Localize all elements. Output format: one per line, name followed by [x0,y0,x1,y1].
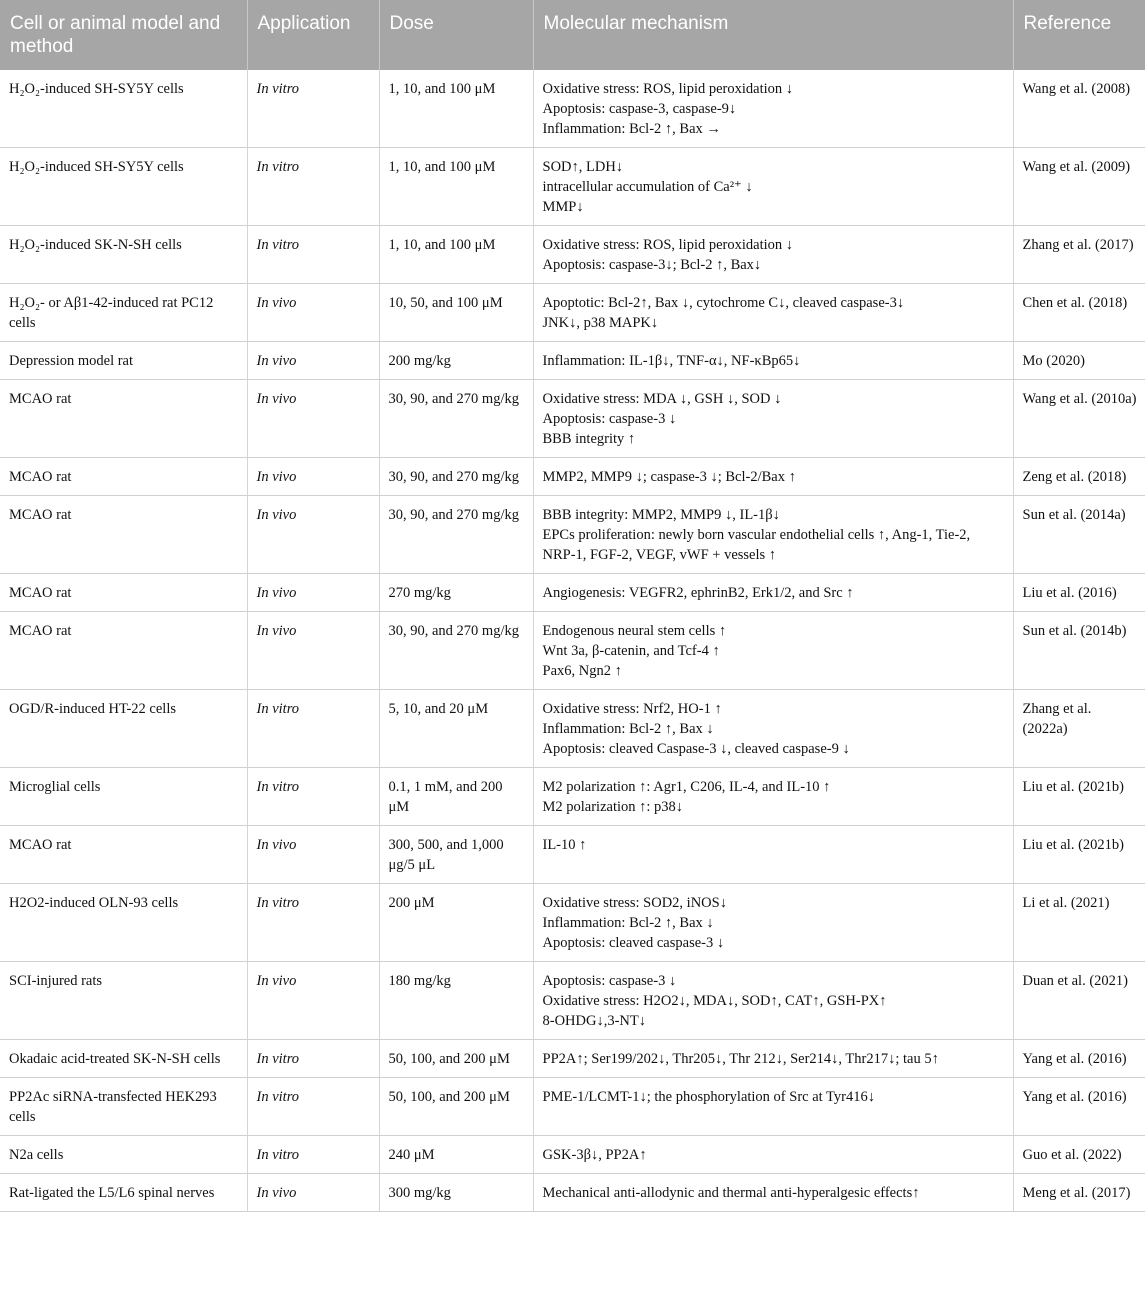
mechanism-line: Oxidative stress: H2O2↓, MDA↓, SOD↑, CAT↑, GSH-PX↑ [542,993,887,1009]
cell-reference: Zhang et al. (2017) [1013,226,1145,284]
cell-dose: 200 μM [379,884,533,962]
cell-application: In vitro [247,148,379,226]
cell-mechanism [533,458,1013,496]
cell-reference: Wang et al. (2008) [1013,70,1145,148]
mechanism-line: Oxidative stress: SOD2, iNOS↓ [542,895,727,911]
cell-application: In vivo [247,612,379,690]
mechanism-line: Apoptosis: cleaved caspase-3 ↓ [542,935,725,951]
cell-model: Okadaic acid-treated SK-N-SH cells [0,1040,247,1078]
cell-reference: Meng et al. (2017) [1013,1174,1145,1212]
mechanism-line: Apoptosis: caspase-3, caspase-9↓ [542,101,737,117]
cell-reference: Mo (2020) [1013,342,1145,380]
cell-application: In vitro [247,690,379,768]
cell-application: In vivo [247,284,379,342]
cell-application: In vivo [247,826,379,884]
cell-mechanism [533,380,1013,458]
mechanism-line: Inflammation: Bcl-2 ↑, Bax ↓ [542,721,714,737]
table-row [0,70,1145,148]
mechanism-line: PP2A↑; Ser199/202↓, Thr205↓, Thr 212↓, Ser214↓, Thr217↓; tau 5↑ [542,1051,939,1067]
mechanism-line: BBB integrity ↑ [542,431,636,447]
cell-application: In vivo [247,380,379,458]
cell-application: In vitro [247,226,379,284]
header-dose: Dose [379,0,533,70]
cell-model: MCAO rat [0,826,247,884]
cell-dose: 300 mg/kg [379,1174,533,1212]
cell-dose: 0.1, 1 mM, and 200 μM [379,768,533,826]
cell-reference: Liu et al. (2016) [1013,574,1145,612]
cell-dose: 180 mg/kg [379,962,533,1040]
table-row [0,574,1145,612]
cell-reference: Zeng et al. (2018) [1013,458,1145,496]
table-row [0,284,1145,342]
cell-application: In vivo [247,574,379,612]
mechanism-line: Oxidative stress: ROS, lipid peroxidation ↓ [542,81,794,97]
cell-model: PP2Ac siRNA-transfected HEK293 cells [0,1078,247,1136]
mechanism-line: Apoptosis: caspase-3↓; Bcl-2 ↑, Bax↓ [542,257,762,273]
cell-mechanism [533,1136,1013,1174]
mechanism-line: 8-OHDG↓,3-NT↓ [542,1013,646,1029]
cell-model: MCAO rat [0,496,247,574]
mechanism-line: Apoptosis: caspase-3 ↓ [542,973,677,989]
table-row [0,612,1145,690]
cell-application: In vivo [247,342,379,380]
table-row [0,768,1145,826]
mechanism-line: BBB integrity: MMP2, MMP9 ↓, IL-1β↓ [542,507,780,523]
cell-dose: 50, 100, and 200 μM [379,1040,533,1078]
cell-mechanism [533,496,1013,574]
cell-dose: 200 mg/kg [379,342,533,380]
cell-model: MCAO rat [0,574,247,612]
table-row [0,148,1145,226]
cell-model: MCAO rat [0,380,247,458]
cell-dose: 270 mg/kg [379,574,533,612]
cell-application: In vitro [247,1078,379,1136]
cell-mechanism [533,342,1013,380]
cell-mechanism [533,826,1013,884]
mechanism-line: Wnt 3a, β-catenin, and Tcf-4 ↑ [542,643,720,659]
cell-dose: 1, 10, and 100 μM [379,70,533,148]
mechanism-line: Apoptosis: cleaved Caspase-3 ↓, cleaved caspase-9 ↓ [542,741,850,757]
cell-dose: 1, 10, and 100 μM [379,226,533,284]
mechanism-line: JNK↓, p38 MAPK↓ [542,315,659,331]
cell-model: H₂O₂-induced SH-SY5Y cells [0,70,247,148]
table-row [0,690,1145,768]
cell-model: H2O2-induced OLN-93 cells [0,884,247,962]
cell-reference: Liu et al. (2021b) [1013,768,1145,826]
cell-model: H₂O₂-induced SH-SY5Y cells [0,148,247,226]
mechanism-line: Endogenous neural stem cells ↑ [542,623,727,639]
cell-dose: 30, 90, and 270 mg/kg [379,496,533,574]
header-model: Cell or animal model and method [0,0,247,70]
cell-reference: Zhang et al. (2022a) [1013,690,1145,768]
cell-application: In vitro [247,1040,379,1078]
cell-mechanism [533,148,1013,226]
table-header [0,0,1145,70]
table-row [0,342,1145,380]
cell-dose: 1, 10, and 100 μM [379,148,533,226]
cell-reference: Sun et al. (2014b) [1013,612,1145,690]
mechanism-line: PME-1/LCMT-1↓; the phosphorylation of Src at Tyr416↓ [542,1089,875,1105]
cell-mechanism [533,768,1013,826]
mechanism-line: M2 polarization ↑: p38↓ [542,799,684,815]
cell-application: In vitro [247,70,379,148]
header-reference: Reference [1013,0,1145,70]
cell-reference: Sun et al. (2014a) [1013,496,1145,574]
cell-reference: Liu et al. (2021b) [1013,826,1145,884]
cell-model: H₂O₂-induced SK-N-SH cells [0,226,247,284]
cell-dose: 30, 90, and 270 mg/kg [379,380,533,458]
header-application: Application [247,0,379,70]
table-row [0,884,1145,962]
cell-mechanism [533,1174,1013,1212]
cell-application: In vitro [247,768,379,826]
mechanism-line: GSK-3β↓, PP2A↑ [542,1147,647,1163]
mechanism-line: MMP↓ [542,199,584,215]
mechanism-line: Inflammation: IL-1β↓, TNF-α↓, NF-κBp65↓ [542,353,801,369]
cell-mechanism [533,884,1013,962]
table-row [0,458,1145,496]
mechanism-line: intracellular accumulation of Ca²⁺ ↓ [542,179,753,195]
mechanism-line: Inflammation: Bcl-2 ↑, Bax → [542,121,721,137]
cell-reference: Duan et al. (2021) [1013,962,1145,1040]
table-body [0,70,1145,1212]
cell-reference: Wang et al. (2009) [1013,148,1145,226]
mechanism-line: Apoptotic: Bcl-2↑, Bax ↓, cytochrome C↓, cleaved caspase-3↓ [542,295,905,311]
table-row [0,1174,1145,1212]
cell-application: In vivo [247,1174,379,1212]
cell-dose: 5, 10, and 20 μM [379,690,533,768]
cell-application: In vitro [247,1136,379,1174]
table-row [0,496,1145,574]
mechanism-line: Angiogenesis: VEGFR2, ephrinB2, Erk1/2, and Src ↑ [542,585,854,601]
cell-reference: Chen et al. (2018) [1013,284,1145,342]
mechanism-line: Mechanical anti-allodynic and thermal anti-hyperalgesic effects↑ [542,1185,920,1201]
header-mechanism: Molecular mechanism [533,0,1013,70]
cell-mechanism [533,226,1013,284]
cell-mechanism [533,284,1013,342]
cell-model: H₂O₂- or Aβ1-42-induced rat PC12 cells [0,284,247,342]
cell-model: MCAO rat [0,612,247,690]
table-row [0,1136,1145,1174]
cell-model: Depression model rat [0,342,247,380]
mechanism-line: Inflammation: Bcl-2 ↑, Bax ↓ [542,915,714,931]
header-row [0,0,1145,70]
cell-model: MCAO rat [0,458,247,496]
mechanism-line: Oxidative stress: Nrf2, HO-1 ↑ [542,701,722,717]
cell-mechanism [533,574,1013,612]
cell-model: Rat-ligated the L5/L6 spinal nerves [0,1174,247,1212]
cell-model: SCI-injured rats [0,962,247,1040]
mechanism-line: Apoptosis: caspase-3 ↓ [542,411,677,427]
table-row [0,826,1145,884]
cell-reference: Yang et al. (2016) [1013,1078,1145,1136]
cell-mechanism [533,70,1013,148]
cell-reference: Wang et al. (2010a) [1013,380,1145,458]
cell-mechanism [533,690,1013,768]
cell-reference: Li et al. (2021) [1013,884,1145,962]
table-row [0,380,1145,458]
mechanism-line: MMP2, MMP9 ↓; caspase-3 ↓; Bcl-2/Bax ↑ [542,469,796,485]
mechanism-line: Oxidative stress: ROS, lipid peroxidation ↓ [542,237,794,253]
cell-dose: 30, 90, and 270 mg/kg [379,458,533,496]
cell-dose: 300, 500, and 1,000 μg/5 μL [379,826,533,884]
cell-reference: Yang et al. (2016) [1013,1040,1145,1078]
mechanism-line: Pax6, Ngn2 ↑ [542,663,622,679]
mechanism-line: Oxidative stress: MDA ↓, GSH ↓, SOD ↓ [542,391,782,407]
mechanism-line: IL-10 ↑ [542,837,587,853]
table-row [0,226,1145,284]
table-row [0,1040,1145,1078]
cell-application: In vivo [247,962,379,1040]
cell-reference: Guo et al. (2022) [1013,1136,1145,1174]
cell-application: In vitro [247,884,379,962]
mechanism-line: SOD↑, LDH↓ [542,159,624,175]
cell-model: OGD/R-induced HT-22 cells [0,690,247,768]
cell-application: In vivo [247,458,379,496]
cell-mechanism [533,612,1013,690]
cell-dose: 50, 100, and 200 μM [379,1078,533,1136]
cell-dose: 30, 90, and 270 mg/kg [379,612,533,690]
cell-mechanism [533,962,1013,1040]
cell-dose: 10, 50, and 100 μM [379,284,533,342]
mechanism-line: M2 polarization ↑: Agr1, C206, IL-4, and IL-10 ↑ [542,779,831,795]
cell-dose: 240 μM [379,1136,533,1174]
mechanism-line: EPCs proliferation: newly born vascular endothelial cells ↑, Ang-1, Tie-2, NRP-1, FGF-2, VEGF, vWF + vessels ↑ [542,527,971,563]
table-row [0,1078,1145,1136]
cell-mechanism [533,1040,1013,1078]
cell-mechanism [533,1078,1013,1136]
cell-model: Microglial cells [0,768,247,826]
table-row [0,962,1145,1040]
cell-model: N2a cells [0,1136,247,1174]
cell-application: In vivo [247,496,379,574]
